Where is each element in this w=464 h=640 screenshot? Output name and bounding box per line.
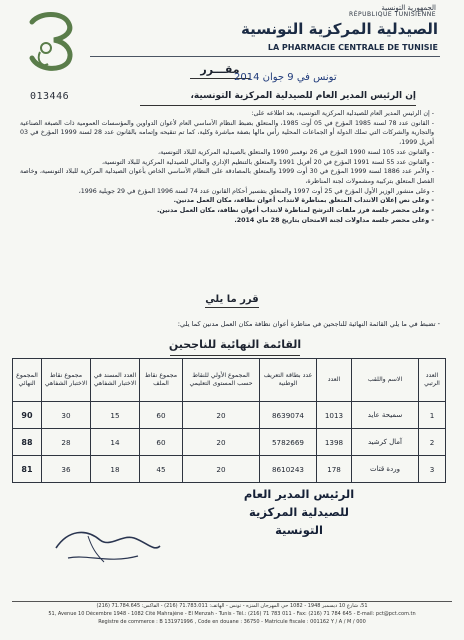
cell-oral-points: 30	[42, 402, 91, 429]
cell-rank: 1	[419, 402, 446, 429]
pharmacie-centrale-logo	[18, 8, 82, 76]
table-row	[13, 456, 446, 483]
cell-name: وردة قتات	[352, 456, 419, 483]
signature-block	[224, 485, 374, 539]
cell-oral-points: 36	[42, 456, 91, 483]
cell-name: آمال كرشيد	[352, 429, 419, 456]
header-name: الاسم واللقب	[352, 359, 419, 402]
cell-oral-grade: 14	[91, 429, 140, 456]
table-header-row	[13, 359, 446, 402]
considerant-line: - وعلى محضر جلسة فرز ملفات الترشح لمناظرة لانتداب أعوان نظافة، مكان العمل مدنين.	[157, 207, 434, 215]
org-name-french: LA PHARMACIE CENTRALE DE TUNISIE	[267, 43, 438, 52]
cell-oral-grade: 15	[91, 402, 140, 429]
org-name-arabic: الصيدلية المركزية التونسية	[241, 20, 438, 38]
header-divider	[90, 56, 440, 57]
decision-title: مقـــرر	[200, 63, 240, 76]
table-row	[13, 402, 446, 429]
signature-line-2: للصيدلية المركزية التونسية	[249, 505, 349, 537]
signature-line-1: الرئيس المدير العام	[243, 487, 355, 501]
considerant-line: - وعلى محضر جلسة مداولات لجنة الامتحان بتاريخ 28 ماي 2014.	[234, 216, 434, 224]
header-level-total: المجموع الأولي للنقاط حسب المستوى التعليمي	[183, 359, 260, 402]
serial-number: 013446	[30, 91, 70, 102]
considerant-line: - القانون عدد 78 لسنة 1985 المؤرخ في 05 أوت 1985، والمتعلق بضبط النظام الأساسي العام لأعوان الدواوين والمؤسسات العمومية ذات الصبغة الصناعية والتجارية والشركات التي تملك الدولة أو الجماعات المحلية رأس مالها بصفة مباشرة وكلية، كما تم تنقيحه وإتمامه بالقانون عدد 28 لسنة 1999 المؤرخ في 03 أفريل 1999،	[20, 119, 434, 147]
cell-final-total: 81	[13, 456, 42, 483]
cell-name: سميحة عايد	[352, 402, 419, 429]
footer-address-arabic: 51، شارع 10 ديسمبر 1948 - 1082 حي المهرجان المنزه - تونس - الهاتف: 71.783.011 (216) - الفاكس: 71.784.645 (216)	[96, 603, 368, 609]
cell-number: 178	[317, 456, 352, 483]
republic-french: RÉPUBLIQUE TUNISIENNE	[349, 11, 436, 18]
cell-number: 1013	[317, 402, 352, 429]
header-oral-grade: العدد المسند في الاختبار الشفاهي	[91, 359, 140, 402]
document-date: تونس في 9 جوان 2014	[234, 72, 337, 83]
authority-underline	[140, 105, 416, 106]
footer-registration: Registre de commerce : B 131971996 , Code en douane : 36750 - Matricule fiscale : 001162 Y / A / M / 000	[98, 619, 366, 625]
header-oral-points: مجموع نقاط الاختبار الشفاهي	[42, 359, 91, 402]
authority-heading: إن الرئيس المدير العام للصيدلية المركزية التونسية،	[190, 91, 416, 101]
cell-level-total: 20	[183, 456, 260, 483]
cell-file-points: 45	[140, 456, 183, 483]
cell-file-points: 60	[140, 402, 183, 429]
results-table-title: القائمة النهائية للناجحين	[168, 338, 302, 351]
table-row	[13, 429, 446, 456]
decision-text: - تضبط في ما يلي القائمة النهائية للناجحين في مناظرة أعوان نظافة مكان العمل مدنين كما يلي:	[177, 320, 440, 328]
header-final-total: المجموع النهائي	[13, 359, 42, 402]
considerant-line: - وعلى منشور الوزير الأول المؤرخ في 25 أوت 1997 والمتعلق بتفسير أحكام القانون عدد 74 لسنة 1996 المؤرخ في 29 جويلية 1996،	[78, 187, 434, 195]
handwritten-signature	[48, 518, 168, 574]
footer-divider	[12, 601, 452, 602]
results-table	[12, 358, 446, 483]
considerant-line: - إن الرئيس المدير العام للصيدلية المركزية التونسية، بعد اطلاعه على:	[251, 110, 434, 117]
header-file-points: مجموع نقاط الملف	[140, 359, 183, 402]
considerant-line: - والقانون عدد 55 لسنة 1991 المؤرخ في 20 أفريل 1991 والمتعلق بالتنظيم الإداري والمالي للصيدلية المركزية للبلاد التونسية،	[101, 158, 434, 166]
cell-file-points: 60	[140, 429, 183, 456]
cell-number: 1398	[317, 429, 352, 456]
cell-level-total: 20	[183, 402, 260, 429]
considerant-line: - وعلى نص إعلان الانتداب المتعلق بمناظرة لانتداب أعوان نظافة، مكان العمل مدنين.	[173, 197, 434, 205]
cell-level-total: 20	[183, 429, 260, 456]
considerants-block	[20, 109, 434, 225]
cell-rank: 2	[419, 429, 446, 456]
cell-final-total: 88	[13, 429, 42, 456]
cell-final-total: 90	[13, 402, 42, 429]
cell-rank: 3	[419, 456, 446, 483]
republic-arabic: الجمهورية التونسية	[381, 4, 436, 12]
header-rank: العدد الرتبي	[419, 359, 446, 402]
header-cin: عدد بطاقة التعريف الوطنية	[260, 359, 317, 402]
footer-address-french: 51, Avenue 10 Décembre 1948 - 1082 Cité Mahrajène - El Menzah - Tunis - Tél.: (216) 71 783 011 - Fax: (216) 71 784 645 - E-mail: pct@pct.com.tn	[48, 611, 416, 617]
decide-underline	[205, 307, 259, 308]
cell-cin: 8639074	[260, 402, 317, 429]
cell-oral-points: 28	[42, 429, 91, 456]
cell-oral-grade: 18	[91, 456, 140, 483]
decide-heading: قرر ما يلي	[205, 294, 259, 305]
cell-cin: 8610243	[260, 456, 317, 483]
cell-cin: 5782669	[260, 429, 317, 456]
considerant-line: - والقانون عدد 105 لسنة 1990 المؤرخ في 26 نوفمبر 1990 والمتعلق بالصيدلية المركزية للبلاد التونسية،	[158, 148, 434, 156]
table-title-underline	[170, 355, 300, 356]
considerant-line: - والأمر عدد 1886 لسنة 1999 المؤرخ في 30 أوت 1999 والمتعلق بالمصادقة على النظام الأساسي الخاص بأعوان الصيدلية المركزية للبلاد التونسية، وخاصة الفصل المتعلق بتركيبة ومشمولات لجنة المناظرة،	[20, 168, 434, 185]
header-number: العدد	[317, 359, 352, 402]
